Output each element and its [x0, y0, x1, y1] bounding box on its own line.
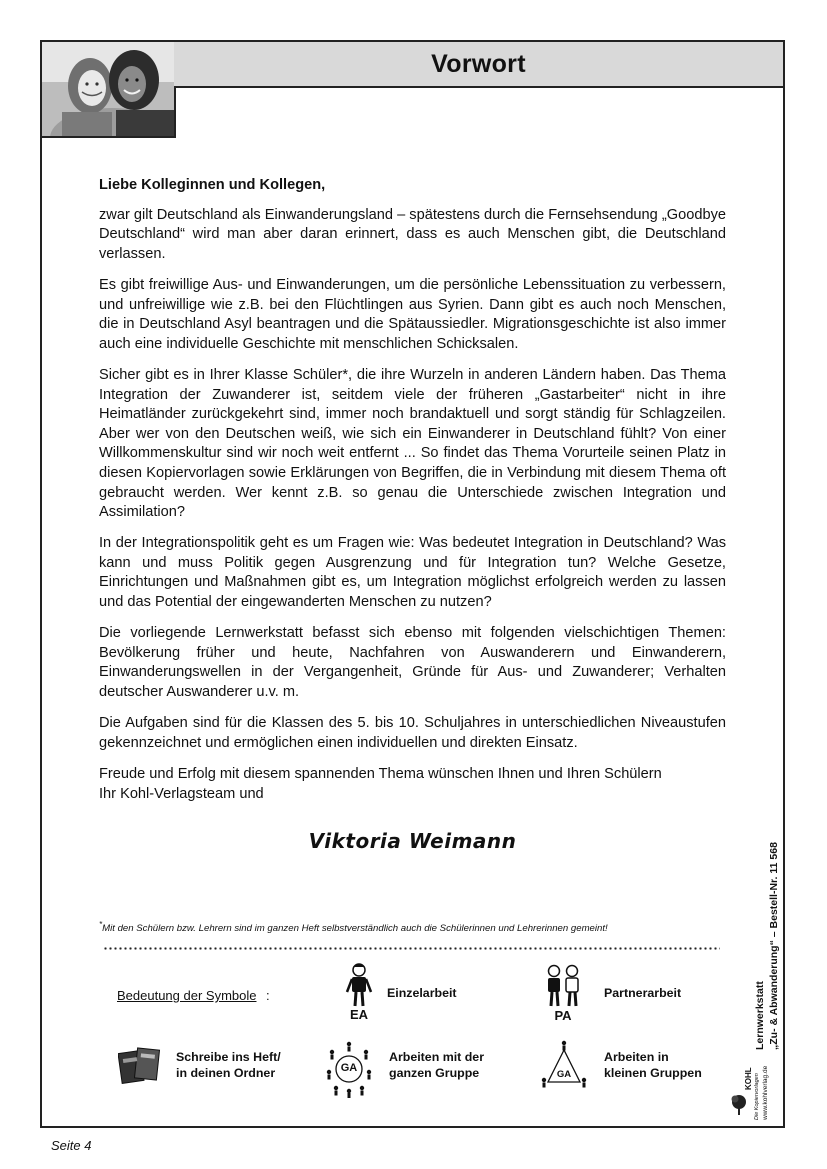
publisher-tagline: Die Kopiervorlagen — [754, 1073, 760, 1120]
heft-label-line-1: Schreibe ins Heft/ — [176, 1050, 281, 1064]
portrait-two-girls-photo — [42, 42, 176, 138]
signature: Viktoria Weimann — [308, 829, 517, 853]
paragraph-5: Die vorliegende Lernwerkstatt befasst sich ebenso mit folgenden vielschichtigen Themen: Bevölkerung früher und heute, Nachfahren von Auswanderern und Einwanderern, Einwanderungswellen in der Vergangenheit, Gründe für Aus- und Zuwanderer; Verhalten deutscher Auswanderer u.v. m. — [99, 625, 726, 701]
heft-label — [176, 1049, 281, 1081]
single-person-icon — [344, 962, 374, 1022]
publisher-name: KOHL — [744, 1067, 753, 1090]
footnote — [99, 920, 739, 934]
footnote-text: Mit den Schülern bzw. Lehrern sind im ganzen Heft selbstverständlich auch die Schülerinnen und Lehrerinnen gemeint! — [102, 923, 608, 935]
paragraph-2: Es gibt freiwillige Aus- und Einwanderungen, um die persönliche Lebenssituation zu verbessern, und unfreiwillige wie z.B. bei den Flüchtlingen aus Syrien. Dann gibt es auch noch Menschen, die in Deutschland Asyl beantragen und die Spätaussiedler. Migrationsgeschichte ist also immer auch eine individuelle Geschichte mit menschlichen Schicksalen. — [99, 276, 726, 352]
kleine-gruppen-line-1: Arbeiten in — [604, 1050, 669, 1064]
notebook-icon — [118, 1046, 162, 1084]
pa-badge: PA — [554, 1008, 572, 1023]
kleine-gruppen-line-2: kleinen Gruppen — [604, 1066, 702, 1080]
closing-line-2: Ihr Kohl-Verlagsteam und — [99, 785, 264, 802]
greeting: Liebe Kolleginnen und Kollegen, — [99, 177, 326, 193]
ganze-gruppe-line-2: ganzen Gruppe — [389, 1066, 480, 1080]
ea-badge: EA — [349, 1007, 369, 1022]
closing-line-1: Freude und Erfolg mit diesem spannenden Thema wünschen Ihnen und Ihren Schülern — [99, 766, 662, 782]
legend-title: Bedeutung der Symbole — [117, 988, 257, 1003]
page-title: Vorwort — [431, 49, 526, 78]
side-title: Lernwerkstatt — [754, 981, 766, 1050]
ganze-gruppe-line-1: Arbeiten mit der — [389, 1050, 485, 1064]
ganze-gruppe-label — [389, 1049, 484, 1081]
paragraph-1: zwar gilt Deutschland als Einwanderungsland – spätestens durch die Fernsehsendung „Goodbye Deutschland“ wird man aber daran erinnert, dass es auch Menschen gibt, die Deutschland verlassen. — [99, 206, 726, 262]
kleine-gruppen-label — [604, 1049, 702, 1081]
two-persons-icon — [543, 962, 583, 1022]
ga-badge-triangle: GA — [556, 1069, 572, 1080]
paragraph-3: Sicher gibt es in Ihrer Klasse Schüler*, die ihre Wurzeln in anderen Ländern haben. Das Thema Integration der Zuwanderer ist, seitdem viele der früheren „Gastarbeiter“ nicht in ihre Heimatländer zurückgekehrt sind, immer noch brandaktuell und sorgt ständig für Schlagzeilen. Aber wer von den Deutschen weiß, wie sich ein Einwanderer in Deutschland fühlt? Von einer Willkommenskultur sind wir noch weit entfernt ... So findet das Thema Vorurteile seinen Platz in diesen Kopiervorlagen sowie Erklärungen von Begriffen, die in Verbindung mit diesem Thema oft gebraucht werden. Wer kennt z.B. so genau die Unterschiede zwischen Integration und Assimilation? — [99, 366, 726, 521]
paragraph-4: In der Integrationspolitik geht es um Fragen wie: Was bedeutet Integration in Deutschland? Was kann und muss Politik gegen Ausgrenzung und für Integration tun? Welche Gesetze, Einrichtungen und Maßnahmen gibt es, um Integration möglichst erfolgreich werden zu lassen und das Potential der eingewanderten Menschen zu nutzen? — [99, 535, 726, 611]
publisher-url: www.kohlverlag.de — [762, 1065, 769, 1120]
ga-badge-circle: GA — [340, 1062, 358, 1074]
preface-body — [99, 176, 726, 804]
kohl-logo-icon — [728, 1090, 750, 1116]
footnote-marker: * — [99, 920, 103, 929]
page-number: Seite 4 — [51, 1138, 92, 1153]
legend-colon: : — [266, 988, 270, 1003]
group-circle-icon — [326, 1040, 372, 1098]
partnerarbeit-label: Partnerarbeit — [604, 986, 682, 1000]
title-bar — [174, 42, 783, 88]
einzelarbeit-label: Einzelarbeit — [387, 986, 457, 1000]
dotted-divider — [103, 947, 720, 950]
group-triangle-icon — [540, 1040, 588, 1094]
closing — [99, 765, 726, 804]
heft-label-line-2: in deinen Ordner — [176, 1066, 276, 1080]
side-subtitle: „Zu- & Abwanderung“ – Bestell-Nr. 11 568 — [768, 842, 780, 1050]
paragraph-6: Die Aufgaben sind für die Klassen des 5. bis 10. Schuljahres in unterschiedlichen Niveaustufen gekennzeichnet und ermöglichen einen individuellen und direkten Einsatz. — [99, 715, 726, 751]
photo-illustration — [42, 42, 174, 136]
